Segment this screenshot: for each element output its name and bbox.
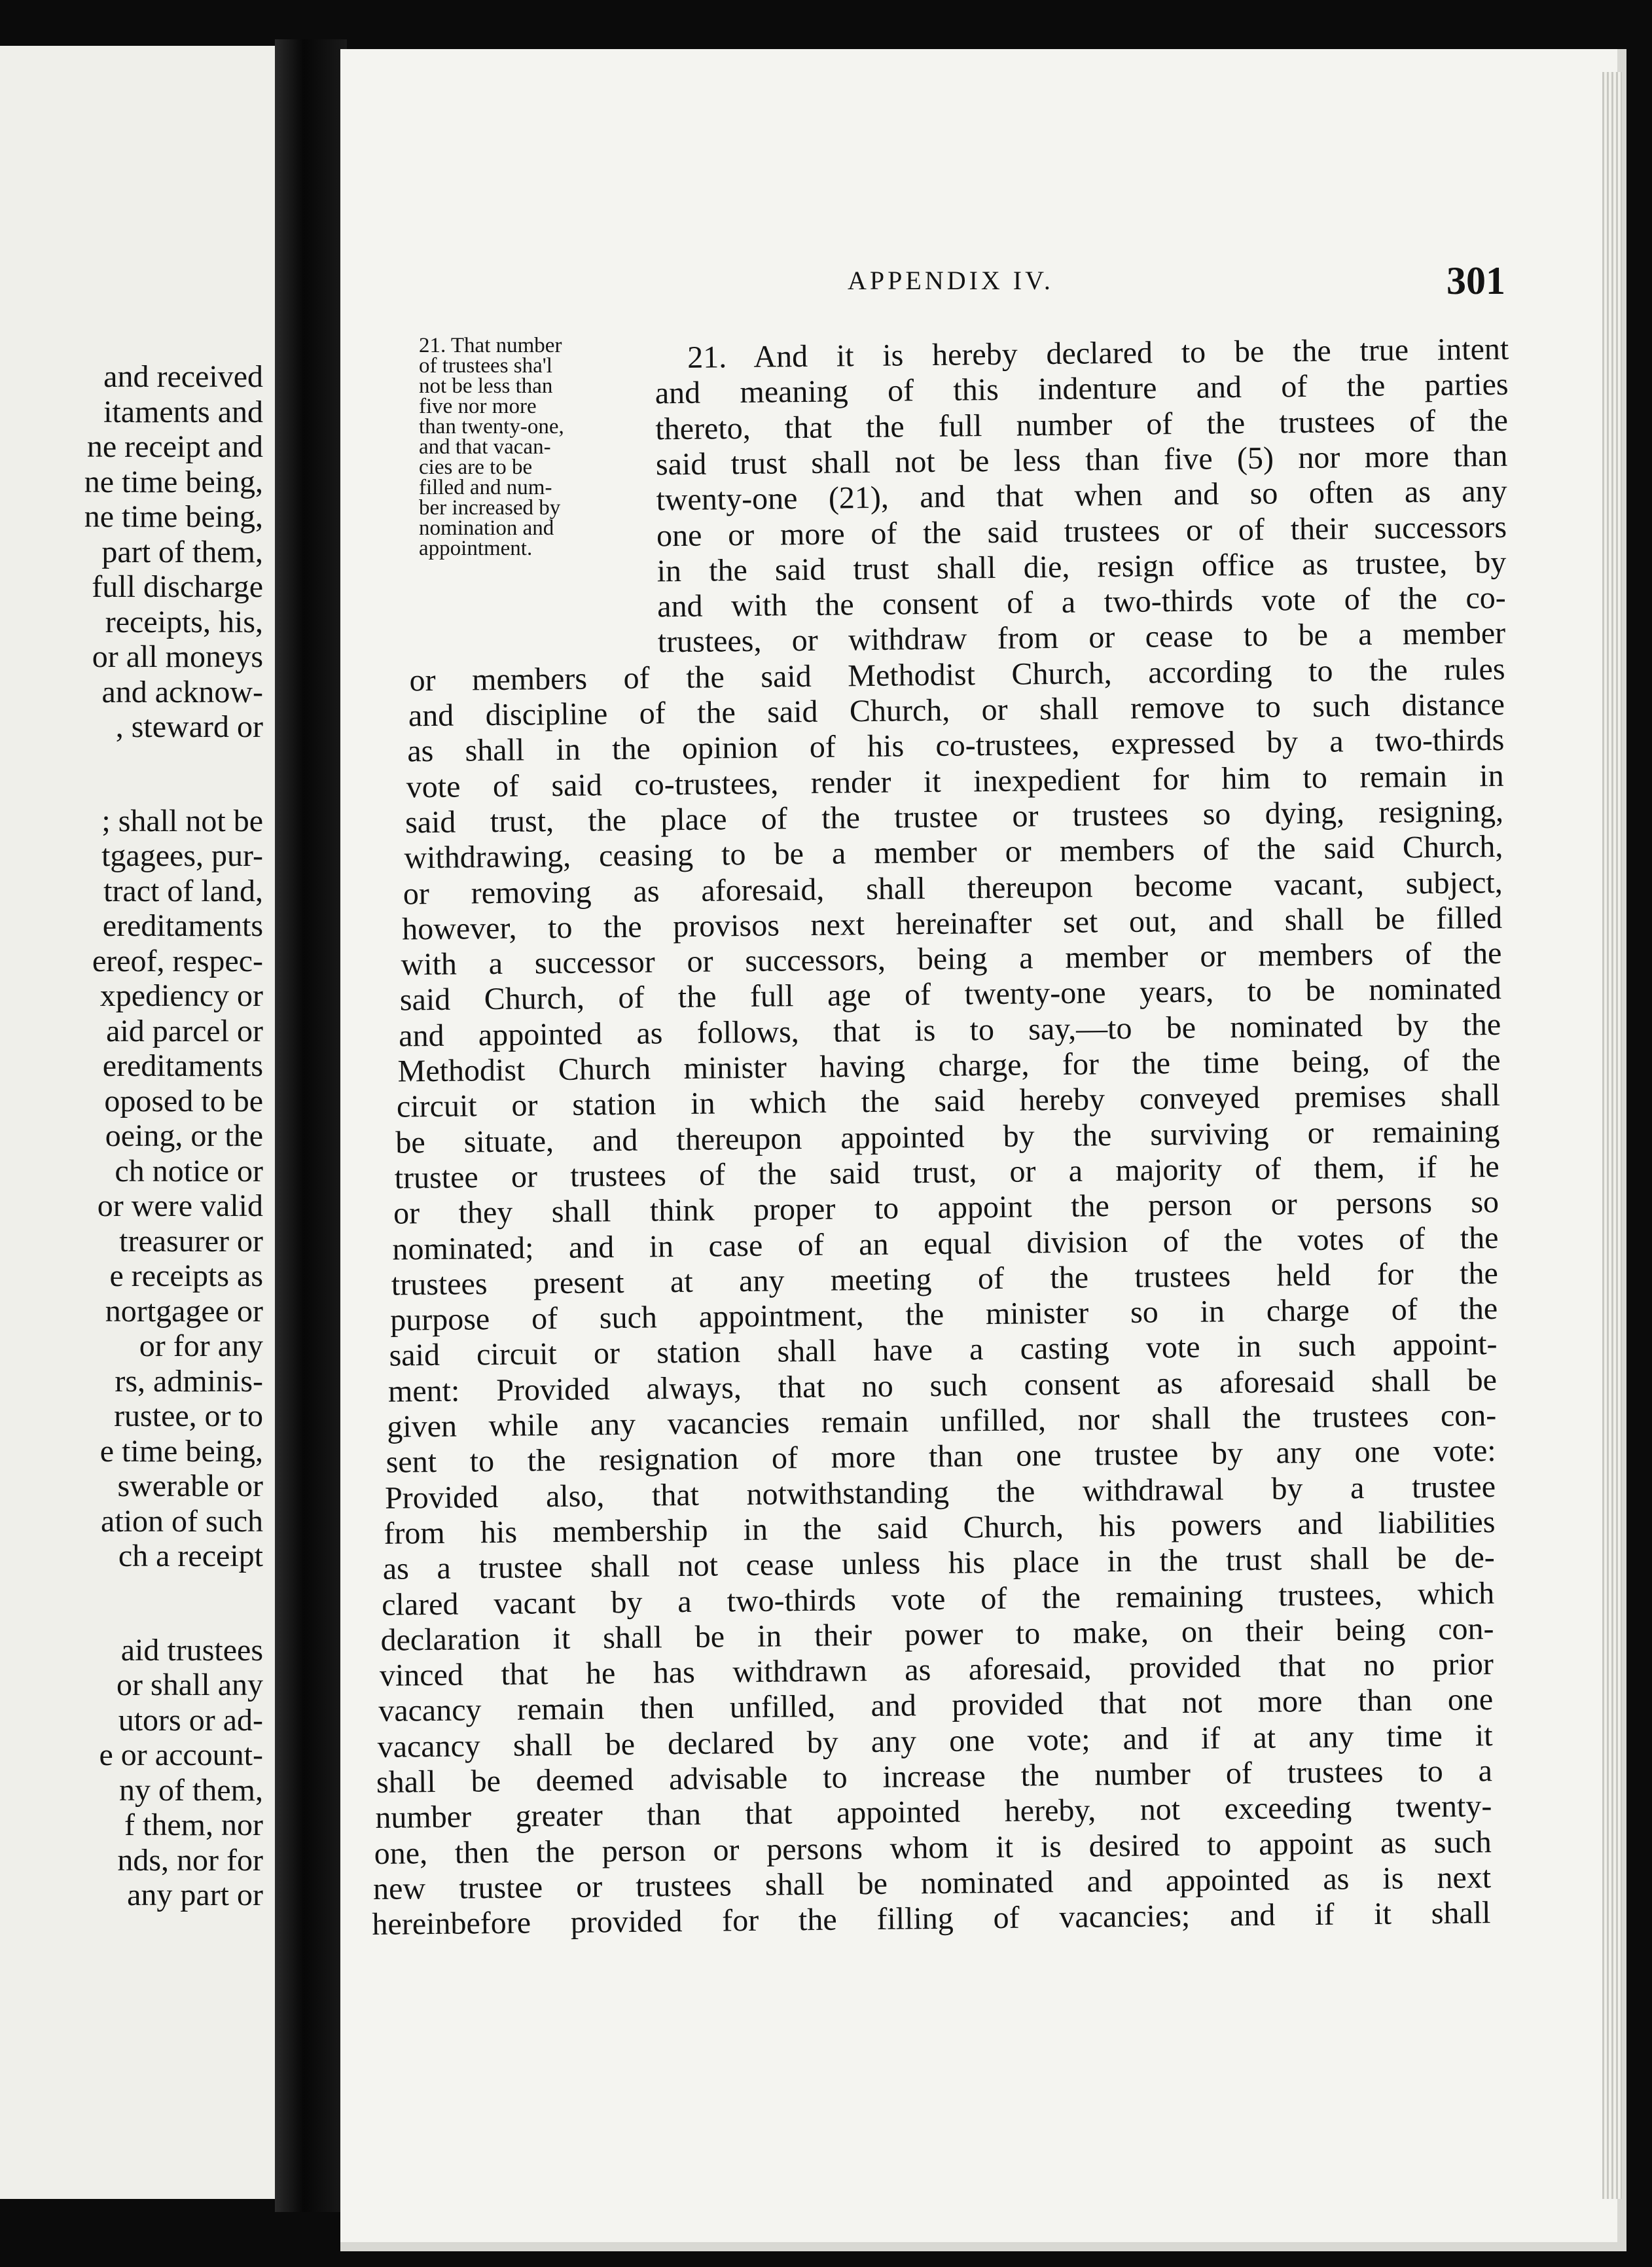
previous-page-line: e time being, — [99, 1433, 263, 1469]
margin-note-line: of trustees sha'l — [419, 354, 552, 378]
body-line: one, then the person or persons whom it is desired to appoint as such — [374, 1824, 1492, 1871]
margin-note — [419, 335, 655, 558]
body-line: one or more of the said trustees or of their successors — [656, 509, 1507, 553]
body-line: vinced that he has withdrawn as aforesaid, provided that no prior — [379, 1647, 1494, 1693]
body-line: as a trustee shall not cease unless his place in the trust shall be de- — [382, 1540, 1495, 1587]
body-line: or they shall think proper to appoint the person or persons so — [393, 1185, 1499, 1231]
body-line: vacancy shall be declared by any one vote; and if at any time it — [377, 1717, 1493, 1764]
previous-page-line: aid parcel or — [106, 1013, 263, 1048]
previous-page-line: oposed to be — [104, 1083, 263, 1118]
previous-page-line: and acknow- — [101, 674, 263, 709]
body-line: said Church, of the full age of twenty-one years, to be nominated — [399, 971, 1502, 1018]
body-line: sent to the resignation of more than one trustee by any one vote: — [386, 1433, 1496, 1480]
margin-note-line: nomination and — [419, 516, 554, 540]
running-head: APPENDIX IV. — [848, 266, 1054, 295]
body-line: thereto, that the full number of the trustees of the — [655, 402, 1509, 446]
body-line: or removing as aforesaid, shall thereupon become vacant, subject, — [403, 865, 1503, 911]
body-line: declaration it shall be in their power to make, on their being con- — [380, 1611, 1494, 1658]
body-line: and discipline of the said Church, or shall remove to such distance — [408, 687, 1505, 734]
body-line: twenty-one (21), and that when and so often as any — [656, 473, 1507, 518]
previous-page-line: swerable or — [117, 1469, 263, 1503]
margin-note-line: five nor more — [419, 395, 537, 418]
previous-page-line: ereditaments — [102, 1048, 263, 1083]
page-number: 301 — [1446, 259, 1505, 302]
body-line: Provided also, that notwithstanding the withdrawal by a trustee — [384, 1469, 1496, 1516]
body-line: or members of the said Methodist Church, according to the rules — [409, 651, 1505, 698]
body-line: said trust shall not be less than five (5) nor more than — [655, 438, 1508, 482]
margin-note-line: ber increased by — [419, 496, 561, 520]
previous-page-line: and received — [103, 359, 263, 394]
body-line: withdrawing, ceasing to be a member or members of the said Church, — [404, 829, 1503, 876]
previous-page-line: tgagees, pur- — [101, 838, 263, 873]
body-line: trustees present at any meeting of the trustees held for the — [391, 1255, 1499, 1302]
previous-page-line: part of them, — [101, 534, 263, 569]
body-line: and meaning of this indenture and of the parties — [655, 367, 1509, 411]
previous-page-line: ne receipt and — [86, 429, 263, 464]
previous-page-line: oeing, or the — [105, 1118, 263, 1153]
previous-page-line: ne time being, — [84, 464, 263, 499]
previous-page-line: rs, adminis- — [115, 1363, 263, 1399]
margin-note-line: appointment. — [419, 537, 533, 560]
body-line: number greater than that appointed hereby, not exceeding twenty- — [375, 1789, 1492, 1836]
previous-page-line: or all moneys — [92, 639, 263, 674]
body-line: with a successor or successors, being a member or members of the — [401, 935, 1502, 982]
body-line: from his membership in the said Church, his powers and liabilities — [384, 1504, 1496, 1551]
body-line: trustees, or withdraw from or cease to be a member — [657, 616, 1506, 660]
previous-page-line: or shall any — [117, 1668, 263, 1702]
book-spine — [275, 39, 347, 2212]
body-line: however, to the provisos next hereinafter set out, and shall be filled — [401, 900, 1503, 947]
body-line: be situate, and thereupon appointed by the surviving or remaining — [395, 1113, 1500, 1160]
previous-page-line: tract of land, — [103, 873, 263, 908]
body-line: vote of said co-trustees, render it inexpedient for him to remain in — [406, 758, 1504, 804]
previous-page-line: receipts, his, — [105, 604, 263, 639]
paragraph-first-line: 21. And it is hereby declared to be the true intent — [687, 331, 1509, 375]
body-line: Methodist Church minister having charge, for the time being, of the — [397, 1042, 1501, 1089]
previous-page-line: ereof, respec- — [92, 943, 263, 978]
page-edge — [1602, 72, 1622, 2199]
body-line: circuit or station in which the said hereby conveyed premises shall — [396, 1078, 1501, 1124]
previous-page-line: , steward or — [115, 709, 263, 744]
previous-page-line: full discharge — [92, 569, 263, 604]
margin-note-line: and that vacan- — [419, 435, 551, 459]
previous-page-line: ation of such — [101, 1503, 263, 1539]
body-line: trustee or trustees of the said trust, or a majority of them, if he — [394, 1149, 1499, 1196]
body-line: clared vacant by a two-thirds vote of the remaining trustees, which — [381, 1575, 1495, 1622]
body-line: and appointed as follows, that is to say,—to be nominated by the — [398, 1007, 1501, 1054]
previous-page-line: ereditaments — [102, 908, 263, 943]
previous-page-line: ch a receipt — [118, 1539, 263, 1573]
margin-note-line: not be less than — [419, 374, 553, 398]
previous-page-line: nds, nor for — [117, 1842, 263, 1878]
previous-page-line: nortgagee or — [105, 1293, 263, 1329]
body-line: ment: Provided always, that no such consent as aforesaid shall be — [387, 1362, 1498, 1409]
previous-page-line: ny of them, — [119, 1772, 263, 1808]
previous-page-line: utors or ad- — [118, 1702, 263, 1738]
body-line: said trust, the place of the trustee or trustees so dying, resigning, — [404, 793, 1504, 840]
body-line: given while any vacancies remain unfilled, nor shall the trustees con- — [387, 1398, 1497, 1444]
previous-page — [0, 46, 279, 2199]
previous-page-line: e or account- — [99, 1738, 263, 1772]
body-line: purpose of such appointment, the minister so in charge of the — [389, 1291, 1498, 1338]
body-line: said circuit or station shall have a casting vote in such appoint- — [389, 1327, 1498, 1374]
body-line: new trustee or trustees shall be nominated and appointed as is next — [372, 1860, 1492, 1906]
previous-page-line: f them, nor — [124, 1808, 263, 1842]
previous-page-line: any part or — [127, 1878, 263, 1912]
margin-note-line: 21. That number — [419, 334, 562, 357]
margin-note-line: filled and num- — [419, 476, 552, 499]
previous-page-line: ne time being, — [84, 499, 263, 534]
previous-page-line: xpediency or — [99, 978, 263, 1013]
body-line: and with the consent of a two-thirds vote of the co- — [656, 580, 1507, 624]
previous-page-line: itaments and — [103, 394, 263, 429]
body-line: shall be deemed advisable to increase the number of trustees to a — [376, 1753, 1493, 1800]
previous-page-line: ch notice or — [115, 1153, 263, 1188]
body-line: in the said trust shall die, resign office as trustee, by — [656, 544, 1507, 589]
margin-note-line: than twenty-one, — [419, 415, 564, 438]
previous-page-line: aid trustees — [120, 1632, 263, 1668]
body-line: vacancy remain then unfilled, and provided that not more than one — [378, 1682, 1494, 1729]
body-line: nominated; and in case of an equal division of the votes of the — [392, 1220, 1499, 1267]
previous-page-line: e receipts as — [109, 1258, 263, 1293]
previous-page-line: treasurer or — [119, 1223, 263, 1258]
previous-page-line: or for any — [139, 1329, 263, 1363]
margin-note-line: cies are to be — [419, 455, 533, 479]
previous-page-line: ; shall not be — [101, 803, 263, 838]
body-line: as shall in the opinion of his co-trustees, expressed by a two-thirds — [407, 723, 1505, 769]
previous-page-line: or were valid — [97, 1188, 263, 1223]
previous-page-line: rustee, or to — [114, 1399, 263, 1433]
body-line: hereinbefore provided for the filling of vacancies; and if it shall — [372, 1895, 1491, 1942]
